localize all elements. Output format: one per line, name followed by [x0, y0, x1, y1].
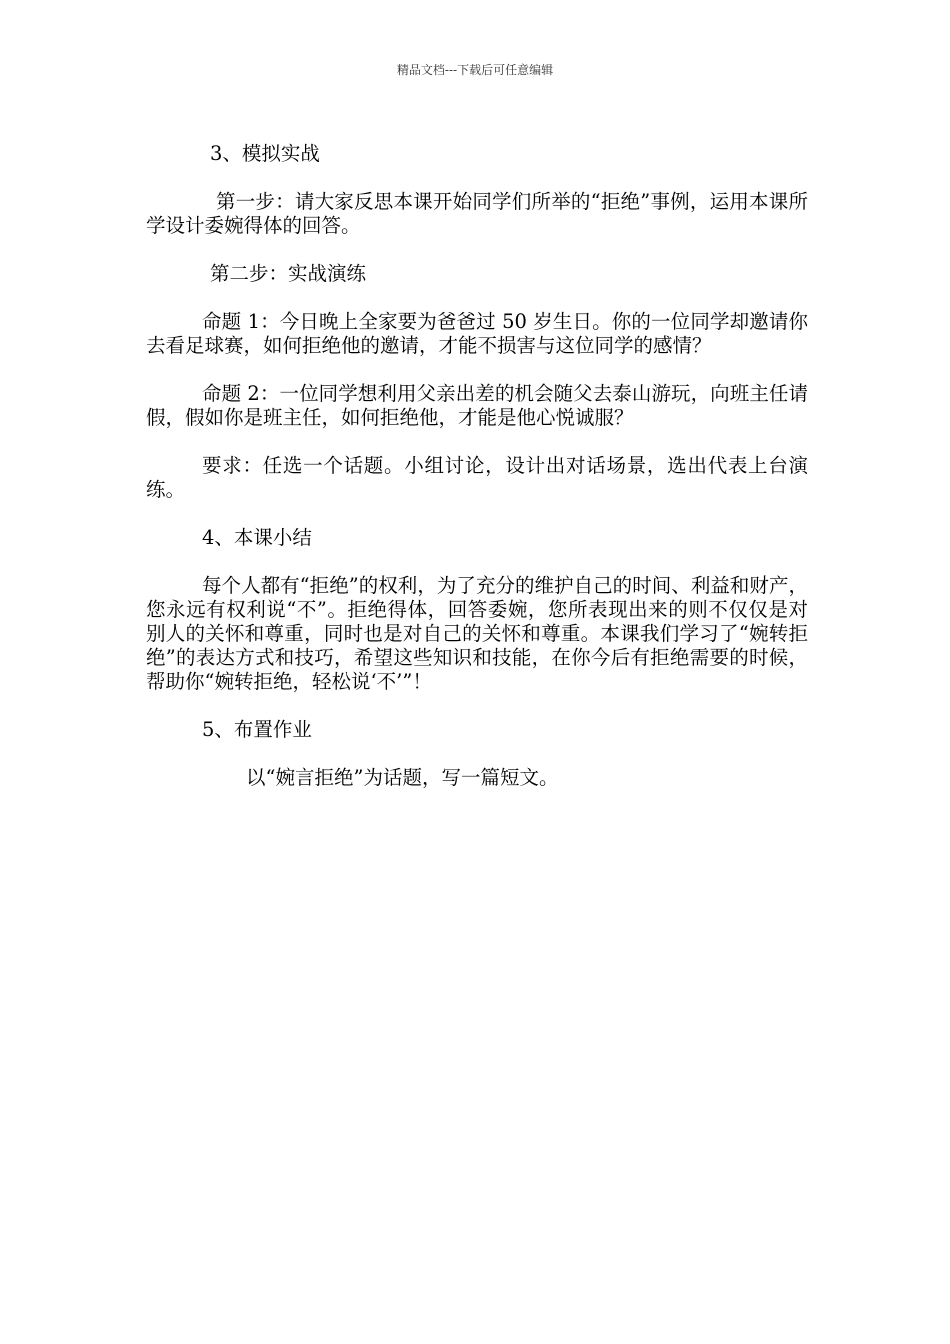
requirement-paragraph: 要求：任选一个话题。小组讨论，设计出对话场景，选出代表上台演练。 — [146, 454, 808, 501]
topic-1-paragraph: 命题 1：今日晚上全家要为爸爸过 50 岁生日。你的一位同学却邀请你去看足球赛，如何拒绝他的邀请，才能不损害与这位同学的感情？ — [146, 310, 808, 357]
step-1-paragraph: 第一步：请大家反思本课开始同学们所举的“拒绝”事例，运用本课所学设计委婉得体的回答。 — [146, 190, 808, 237]
summary-paragraph: 每个人都有“拒绝”的权利，为了充分的维护自己的时间、利益和财产，您永远有权利说“不”。拒绝得体，回答委婉，您所表现出来的则不仅仅是对别人的关怀和尊重，同时也是对自己的关怀和尊重。本课我们学习了“婉转拒绝”的表达方式和技巧，希望这些知识和技能，在你今后有拒绝需要的时候，帮助你“婉转拒绝，轻松说‘不’”！ — [146, 574, 808, 693]
document-body — [146, 142, 808, 814]
homework-paragraph: 以“婉言拒绝”为话题，写一篇短文。 — [246, 766, 559, 789]
topic-2-paragraph: 命题 2：一位同学想利用父亲出差的机会随父去泰山游玩，向班主任请假，假如你是班主任，如何拒绝他，才能是他心悦诚服？ — [146, 382, 808, 429]
section-3-heading: 3、模拟实战 — [210, 142, 320, 165]
section-5-heading: 5、布置作业 — [202, 718, 312, 741]
page-header: 精品文档---下载后可任意编辑 — [396, 63, 554, 77]
step-2-paragraph: 第二步：实战演练 — [210, 262, 367, 285]
section-4-heading: 4、本课小结 — [202, 526, 312, 549]
